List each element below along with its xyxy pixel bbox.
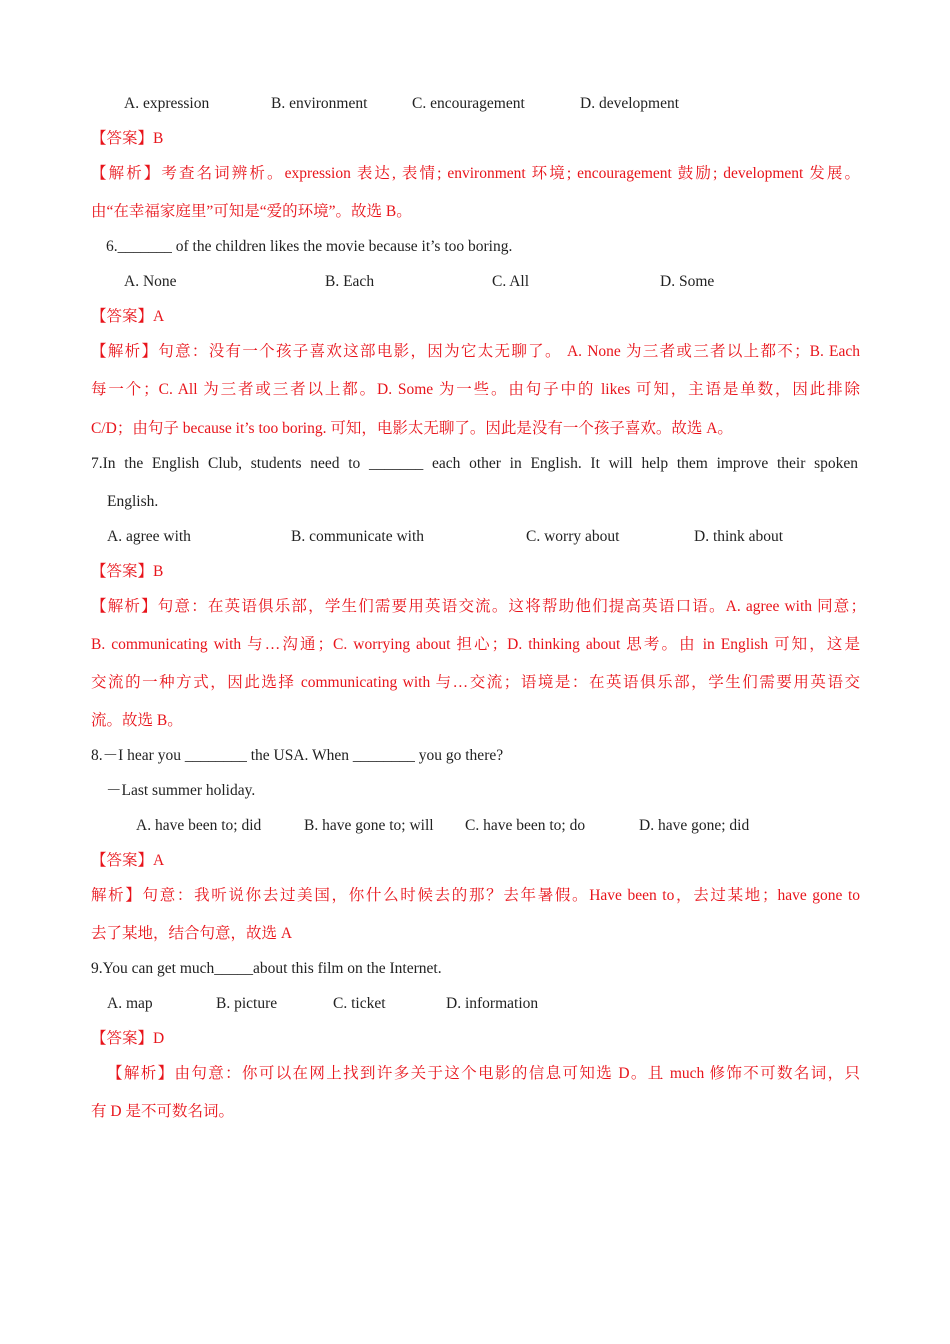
q5-analysis-line-1: 【解析】考查名词辨析。expression 表达, 表情; environment 环境; encouragement 鼓励; development 发展。: [91, 165, 860, 182]
q6-option-d: D. Some: [660, 273, 715, 290]
q8-option-b: B. have gone to; will: [304, 817, 434, 834]
q5-analysis-line-2: 由“在幸福家庭里”可知是“爱的环境”。故选 B。: [91, 203, 412, 220]
q9-option-c: C. ticket: [333, 995, 386, 1012]
q6-answer: 【答案】A: [91, 308, 165, 325]
q7-answer: 【答案】B: [91, 563, 164, 580]
q6-analysis-line-1: 【解析】句意：没有一个孩子喜欢这部电影，因为它太无聊了。 A. None 为三者或三者以上都不；B. Each: [91, 343, 860, 360]
q5-option-a: A. expression: [124, 95, 210, 112]
q5-option-d: D. development: [580, 95, 680, 112]
q8-analysis-line-1: 解析】句意：我听说你去过美国，你什么时候去的那？去年暑假。Have been to，去过某地；have gone to: [91, 887, 860, 904]
q7-option-c: C. worry about: [526, 528, 620, 545]
q9-option-d: D. information: [446, 995, 539, 1012]
q7-option-b: B. communicate with: [291, 528, 425, 545]
q7-analysis-line-4: 流。故选 B。: [91, 712, 183, 729]
q6-analysis-line-3: C/D；由句子 because it’s too boring. 可知，电影太无聊了。因此是没有一个孩子喜欢。故选 A。: [91, 420, 733, 437]
q7-option-d: D. think about: [694, 528, 784, 545]
q7-option-a: A. agree with: [107, 528, 191, 545]
q9-option-b: B. picture: [216, 995, 278, 1012]
q6-option-a: A. None: [124, 273, 177, 290]
q8-reply: －Last summer holiday.: [106, 782, 256, 799]
q8-option-c: C. have been to; do: [465, 817, 586, 834]
q8-option-d: D. have gone; did: [639, 817, 750, 834]
q6-analysis-line-2: 每一个；C. All 为三者或三者以上都。D. Some 为一些。由句子中的 likes 可知，主语是单数，因此排除: [91, 381, 860, 398]
q8-option-a: A. have been to; did: [136, 817, 262, 834]
q5-option-c: C. encouragement: [412, 95, 525, 112]
q5-option-b: B. environment: [271, 95, 368, 112]
q9-answer: 【答案】D: [91, 1030, 165, 1047]
q8-answer: 【答案】A: [91, 852, 165, 869]
q6-question: 6._______ of the children likes the movie because it’s too boring.: [106, 238, 513, 255]
q9-option-a: A. map: [107, 995, 153, 1012]
q9-analysis-line-1: 【解析】由句意：你可以在网上找到许多关于这个电影的信息可知选 D。且 much 修饰不可数名词，只: [107, 1065, 860, 1082]
q7-question-line-2: English.: [107, 493, 159, 510]
q7-analysis-line-2: B. communicating with 与…沟通；C. worrying about 担心；D. thinking about 思考。由 in English 可知，这是: [91, 636, 860, 653]
q7-analysis-line-1: 【解析】句意：在英语俱乐部，学生们需要用英语交流。这将帮助他们提高英语口语。A. agree with 同意；: [91, 598, 866, 615]
q7-analysis-line-3: 交流的一种方式，因此选择 communicating with 与…交流；语境是：在英语俱乐部，学生们需要用英语交: [91, 674, 860, 691]
q6-option-b: B. Each: [325, 273, 375, 290]
q9-analysis-line-2: 有 D 是不可数名词。: [91, 1103, 234, 1120]
q8-analysis-line-2: 去了某地，结合句意，故选 A: [91, 925, 293, 942]
q8-question: 8.－I hear you ________ the USA. When ________ you go there?: [91, 747, 504, 764]
q9-question: 9.You can get much_____about this film on the Internet.: [91, 960, 442, 977]
q5-answer: 【答案】B: [91, 130, 164, 147]
q6-option-c: C. All: [492, 273, 530, 290]
q7-question-line-1: 7.In the English Club, students need to _______ each other in English. It will help them improve their spoken: [91, 455, 858, 472]
